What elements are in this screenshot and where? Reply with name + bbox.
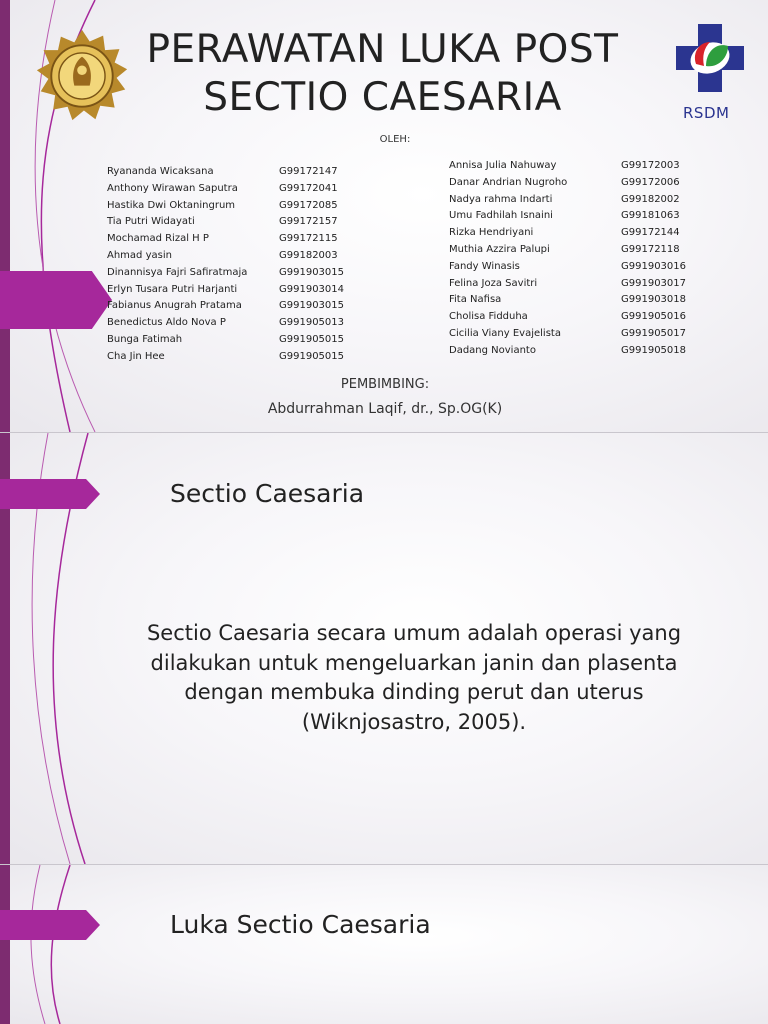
member-name: Annisa Julia Nahuway (449, 160, 557, 171)
member-row (449, 158, 686, 175)
member-row (107, 181, 344, 198)
member-name: Felina Joza Savitri (449, 277, 538, 289)
member-row (449, 276, 686, 293)
accent-arrow (0, 910, 100, 940)
member-name: Benedictus Aldo Nova P (107, 317, 226, 329)
member-id: G991903015 (279, 300, 345, 312)
seal-icon (34, 28, 130, 124)
member-id: G991905016 (621, 311, 687, 323)
member-row (107, 349, 344, 366)
pembimbing-label: PEMBIMBING: (340, 377, 430, 392)
member-row (449, 292, 686, 309)
member-id: G99172147 (279, 166, 338, 177)
member-row (449, 326, 686, 343)
slide-title (0, 0, 768, 432)
member-name: Fabianus Anugrah Pratama (107, 300, 242, 312)
slide-luka-sectio-caesaria (0, 865, 768, 1024)
left-accent-bar (0, 0, 10, 432)
member-row (449, 309, 686, 326)
member-name: Danar Andrian Nugroho (449, 176, 568, 188)
member-name: Tia Putri Widayati (107, 216, 195, 228)
member-row (107, 214, 344, 231)
definition-text: Sectio Caesaria secara umum adalah operasi yang dilakukan untuk mengeluarkan janin dan plasenta dengan membuka dinding perut dan uterus (Wiknjosastro, 2005). (146, 621, 682, 734)
member-id: G99182003 (279, 249, 338, 261)
member-id: G99172006 (621, 176, 680, 188)
oleh-label: OLEH: (379, 134, 411, 145)
member-list-left (107, 164, 344, 366)
member-id: G99172144 (621, 227, 680, 239)
member-id: G99181063 (621, 210, 680, 222)
member-name: Dadang Novianto (449, 344, 536, 356)
member-list-right (449, 158, 686, 360)
member-name: Dinannisya Fajri Safiratmaja (107, 266, 248, 278)
member-row (449, 225, 686, 242)
member-row (449, 242, 686, 259)
member-row (107, 198, 344, 215)
title-line-1: PERAWATAN LUKA POST (146, 27, 619, 72)
member-id: G99172041 (279, 182, 338, 194)
member-id: G991905018 (621, 344, 687, 356)
member-id: G991905017 (621, 327, 687, 339)
member-name: Hastika Dwi Oktaningrum (107, 199, 236, 211)
member-name: Fandy Winasis (449, 260, 520, 272)
member-id: G991903014 (279, 283, 345, 295)
member-row (107, 332, 344, 349)
rsdm-logo-text: RSDM (683, 104, 730, 122)
member-id: G991905013 (279, 317, 345, 329)
member-name: Cha Jin Hee (107, 350, 165, 362)
member-row (449, 175, 686, 192)
member-name: Ryananda Wicaksana (107, 166, 214, 177)
title-line-2: SECTIO CAESARIA (203, 75, 562, 120)
member-row (449, 343, 686, 360)
member-name: Nadya rahma Indarti (449, 193, 553, 205)
member-name: Umu Fadhilah Isnaini (449, 210, 553, 222)
accent-arrow (0, 479, 100, 509)
slide-sectio-caesaria (0, 433, 768, 864)
member-id: G99172118 (621, 243, 680, 255)
member-id: G991903018 (621, 294, 687, 306)
member-row (449, 208, 686, 225)
slide-heading: Sectio Caesaria (170, 479, 365, 508)
rsdm-cross-icon (670, 18, 750, 98)
member-name: Bunga Fatimah (107, 333, 183, 345)
slide-heading: Luka Sectio Caesaria (170, 910, 431, 939)
pembimbing-name: Abdurrahman Laqif, dr., Sp.OG(K) (267, 401, 503, 417)
member-id: G99182002 (621, 193, 680, 205)
member-name: Ahmad yasin (107, 249, 172, 261)
member-id: G99172003 (621, 160, 680, 171)
member-row (449, 259, 686, 276)
left-accent-bar (0, 865, 10, 1024)
member-row (449, 192, 686, 209)
member-name: Muthia Azzira Palupi (449, 243, 550, 255)
member-row (107, 298, 344, 315)
member-row (107, 282, 344, 299)
member-id: G991903015 (279, 266, 345, 278)
member-id: G991903017 (621, 277, 687, 289)
accent-arrow (0, 271, 112, 329)
member-id: G99172085 (279, 199, 338, 211)
member-id: G99172157 (279, 216, 338, 228)
member-row (107, 265, 344, 282)
member-id: G991905015 (279, 333, 345, 345)
member-row (107, 315, 344, 332)
member-name: Rizka Hendriyani (449, 227, 534, 239)
member-name: Fita Nafisa (449, 294, 502, 306)
page-title (120, 26, 645, 122)
member-name: Mochamad Rizal H P (107, 233, 209, 245)
member-row (107, 248, 344, 265)
member-row (107, 164, 344, 181)
member-name: Cholisa Fidduha (449, 311, 528, 323)
member-id: G99172115 (279, 233, 338, 245)
member-id: G991905015 (279, 350, 345, 362)
member-id: G991903016 (621, 260, 687, 272)
decorative-curves (0, 865, 120, 1024)
member-name: Anthony Wirawan Saputra (107, 182, 238, 194)
member-row (107, 231, 344, 248)
member-name: Cicilia Viany Evajelista (449, 327, 561, 339)
member-name: Erlyn Tusara Putri Harjanti (107, 283, 238, 295)
